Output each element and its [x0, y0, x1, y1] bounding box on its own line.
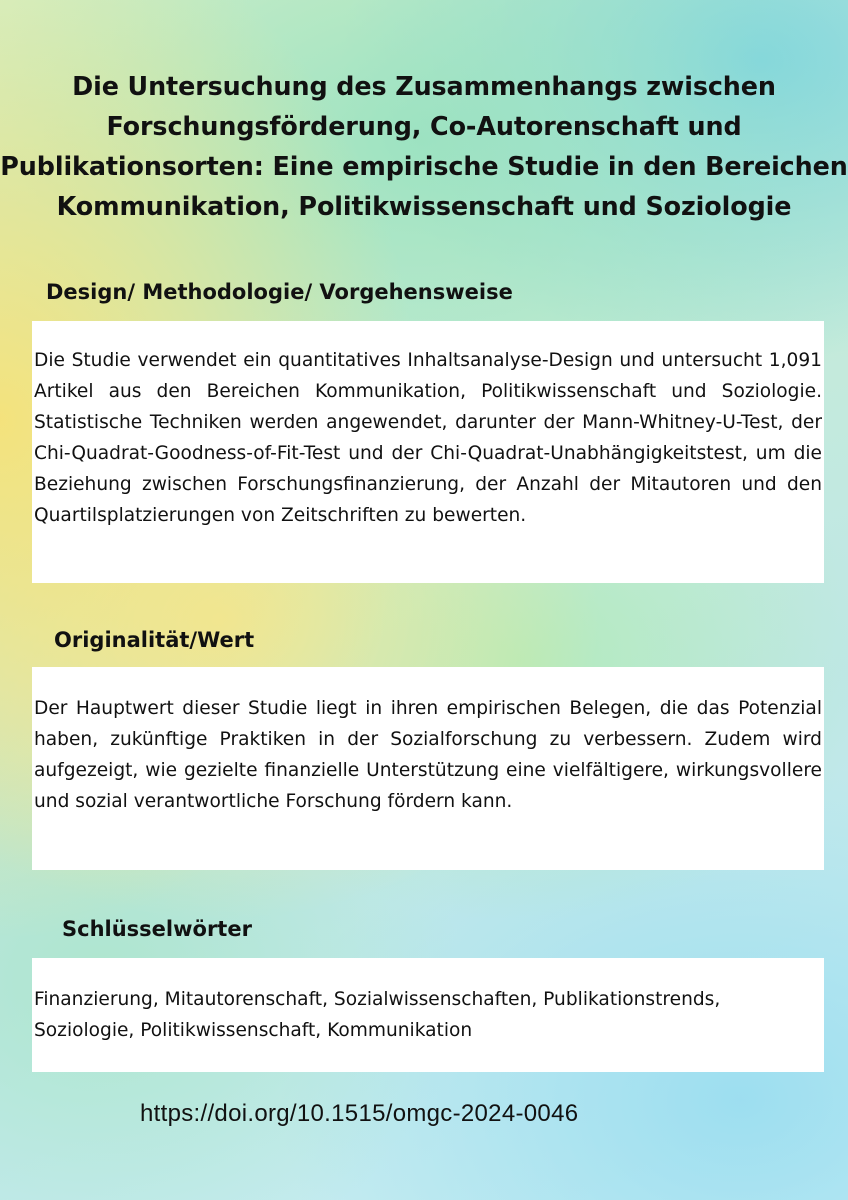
heading-design-methodology: Design/ Methodologie/ Vorgehensweise: [46, 280, 513, 304]
keywords-box: [32, 958, 824, 1072]
page-title: Die Untersuchung des Zusammenhangs zwischen Forschungsförderung, Co-Autorenschaft und Publikationsorten: Eine empirische Studie in den Bereichen Kommunikation, Politikwissenschaft und Soziologie: [0, 71, 848, 221]
heading-keywords: Schlüsselwörter: [62, 917, 252, 941]
originality-value-box: [32, 667, 824, 870]
design-methodology-text: Die Studie verwendet ein quantitatives Inhaltsanalyse-Design und untersucht 1,091 Artikel aus den Bereichen Kommunikation, Politikwissenschaft und Soziologie. Statistische Techniken werden angewendet, darunter der Mann-Whitney-U-Test, der Chi-Quadrat-Goodness-of-Fit-Test und der Chi-Quadrat-Unabhängigkeitstest, um die Beziehung zwischen Forschungsfinanzierung, der Anzahl der Mitautoren und den Quartilsplatzierungen von Zeitschriften zu bewerten.: [34, 350, 822, 526]
doi-link[interactable]: https://doi.org/10.1515/omgc-2024-0046: [140, 1100, 579, 1127]
originality-value-text: Der Hauptwert dieser Studie liegt in ihren empirischen Belegen, die das Potenzial haben, zukünftige Praktiken in der Sozialforschung zu verbessern. Zudem wird aufgezeigt, wie gezielte finanzielle Unterstützung eine vielfältigere, wirkungsvollere und sozial verantwortliche Forschung fördern kann.: [34, 698, 822, 812]
design-methodology-box: [32, 321, 824, 583]
heading-originality-value: Originalität/Wert: [54, 628, 255, 652]
keywords-text: Finanzierung, Mitautorenschaft, Sozialwissenschaften, Publikationstrends, Soziologie, Politikwissenschaft, Kommunikation: [34, 989, 721, 1041]
